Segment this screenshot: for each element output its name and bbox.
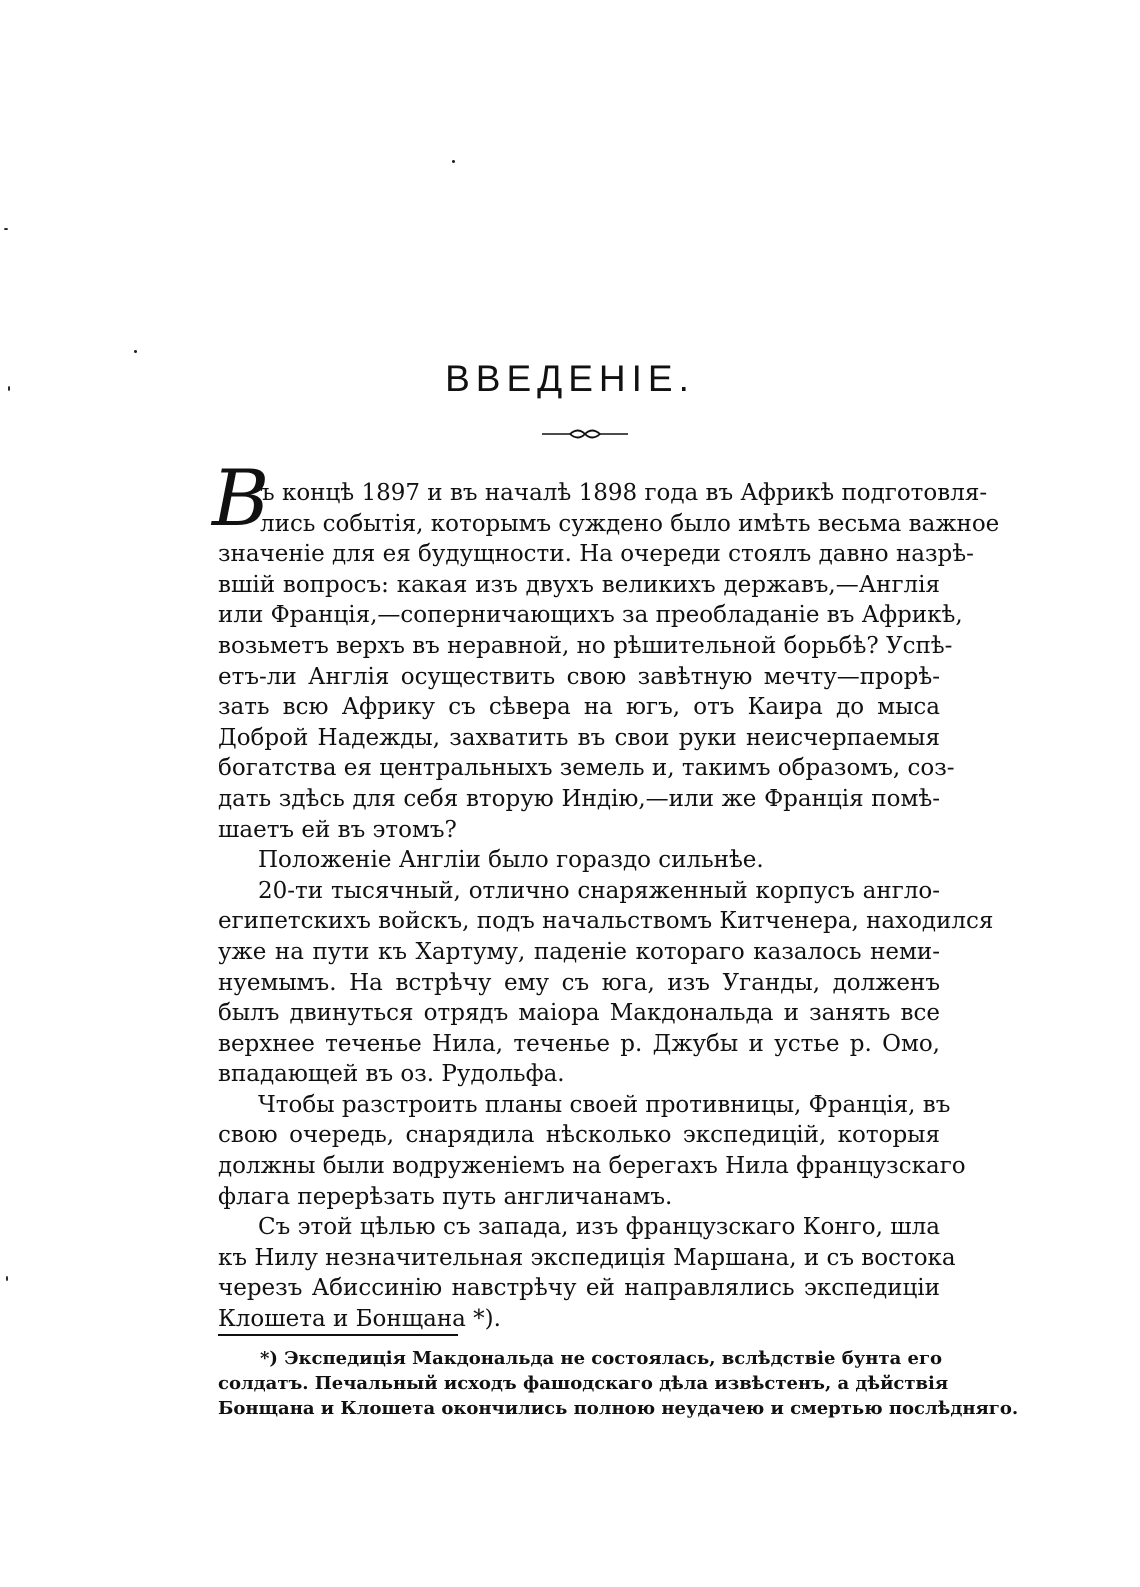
text-line: зать всю Африку съ сѣвера на югъ, отъ Каира до мыса (218, 694, 940, 721)
text-line: ъ концѣ 1897 и въ началѣ 1898 года въ Африкѣ подготовля- (260, 480, 988, 506)
text-line: должны были водруженіемъ на берегахъ Нила французскаго (218, 1153, 966, 1180)
scan-speck (4, 228, 8, 230)
text-line: Положеніе Англіи было гораздо сильнѣе. (258, 847, 764, 874)
text-line: черезъ Абиссинію навстрѣчу ей направлялись экспедиціи (218, 1275, 940, 1302)
text-line: шаетъ ей въ этомъ? (218, 816, 457, 843)
footnote-line: солдатъ. Печальный исходъ фашодскаго дѣла извѣстенъ, а дѣйствія (218, 1373, 949, 1394)
footnote-line: Бонщана и Клошета окончились полною неудачею и смертью послѣдняго. (218, 1398, 1019, 1419)
ornament-divider-icon (540, 424, 630, 444)
text-line: египетскихъ войскъ, подъ начальствомъ Китченера, находился (218, 908, 994, 935)
drop-cap: В (212, 454, 270, 544)
text-line: Доброй Надежды, захватить въ свои руки неисчерпаемыя (218, 724, 940, 751)
text-line: флага перерѣзать путь англичанамъ. (218, 1183, 673, 1210)
text-line: етъ-ли Англія осуществить свою завѣтную мечту—прорѣ- (218, 663, 940, 690)
text-line: дать здѣсь для себя вторую Индію,—или же Франція помѣ- (218, 785, 940, 812)
text-line: Съ этой цѣлью съ запада, изъ французскаго Конго, шла (258, 1214, 940, 1241)
text-line: вшій вопросъ: какая изъ двухъ великихъ державъ,—Англія (218, 571, 940, 598)
text-line: значеніе для ея будущности. На очереди стоялъ давно назрѣ- (218, 541, 974, 568)
text-line: впадающей въ оз. Рудольфа. (218, 1061, 565, 1088)
scan-speck (452, 160, 455, 163)
text-line: лись событія, которымъ суждено было имѣть весьма важное (260, 510, 1000, 537)
scan-speck (6, 1276, 8, 1281)
footnote-line: *) Экспедиція Макдональда не состоялась, вслѣдствіе бунта его (260, 1348, 943, 1369)
text-line: уже на пути къ Хартуму, паденіе котораго казалось неми- (218, 938, 940, 965)
footnote-rule (218, 1334, 458, 1336)
chapter-title: ВВЕДЕНІЕ. (445, 358, 695, 399)
text-line: къ Нилу незначительная экспедиція Маршана, и съ востока (218, 1244, 956, 1271)
text-line: богатства ея центральныхъ земель и, такимъ образомъ, соз- (218, 755, 955, 782)
text-line: или Франція,—соперничающихъ за преобладаніе въ Африкѣ, (218, 602, 963, 629)
text-line: Чтобы разстроить планы своей противницы, Франція, въ (258, 1091, 951, 1118)
text-line: 20-ти тысячный, отлично снаряженный корпусъ англо- (258, 877, 940, 904)
text-line: нуемымъ. На встрѣчу ему съ юга, изъ Уганды, долженъ (218, 969, 940, 996)
text-line: Клошета и Бонщана *). (218, 1306, 501, 1333)
text-line: возьметъ верхъ въ неравной, но рѣшительной борьбѣ? Успѣ- (218, 632, 953, 659)
scan-speck (134, 350, 137, 353)
text-line: былъ двинуться отрядъ маіора Макдональда и занять все (218, 1000, 940, 1027)
body-text (212, 454, 1000, 1335)
footnote (218, 1346, 1019, 1421)
text-line: верхнее теченье Нила, теченье р. Джубы и устье р. Омо, (218, 1030, 940, 1057)
text-line: свою очередь, снарядила нѣсколько экспедицій, которыя (218, 1122, 940, 1149)
